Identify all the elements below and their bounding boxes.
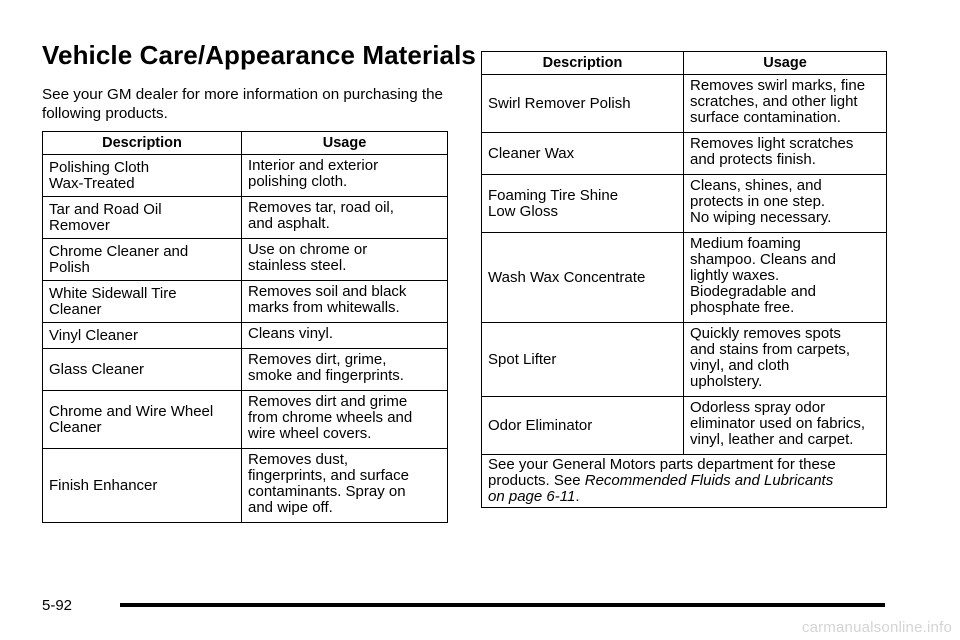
intro-text: See your GM dealer for more information on purchasing the following products. <box>42 86 443 122</box>
product-description: Cleaner Wax <box>482 133 684 175</box>
footer-rule <box>120 603 885 607</box>
table-row <box>482 75 887 133</box>
product-description: Polishing Cloth Wax-Treated <box>43 155 242 197</box>
product-usage: Removes light scratches and protects finish. <box>684 133 887 175</box>
products-table-left <box>42 131 448 523</box>
table-row <box>43 449 448 523</box>
table-row <box>482 133 887 175</box>
note-cross-reference: Recommended Fluids and Lubricants on page 6-11 <box>488 472 834 505</box>
table-row <box>43 349 448 391</box>
product-usage: Odorless spray odor eliminator used on fabrics, vinyl, leather and carpet. <box>684 397 887 455</box>
product-usage: Quickly removes spots and stains from carpets, vinyl, and cloth upholstery. <box>684 323 887 397</box>
product-description: Swirl Remover Polish <box>482 75 684 133</box>
watermark: carmanualsonline.info <box>801 619 952 636</box>
product-description: Wash Wax Concentrate <box>482 233 684 323</box>
table-row <box>43 155 448 197</box>
table-note-row <box>482 455 887 508</box>
table-row <box>43 323 448 349</box>
table-header-row <box>43 132 448 155</box>
header-usage: Usage <box>684 52 887 75</box>
product-usage: Removes dirt and grime from chrome wheels and wire wheel covers. <box>242 391 448 449</box>
products-table-right <box>481 51 887 508</box>
product-usage: Removes tar, road oil, and asphalt. <box>242 197 448 239</box>
product-description: Odor Eliminator <box>482 397 684 455</box>
table-row <box>43 391 448 449</box>
page-title: Vehicle Care/Appearance Materials <box>42 40 476 70</box>
table-header-row <box>482 52 887 75</box>
product-description: Foaming Tire Shine Low Gloss <box>482 175 684 233</box>
table-row <box>43 281 448 323</box>
product-usage: Removes soil and black marks from whitewalls. <box>242 281 448 323</box>
table-row <box>482 233 887 323</box>
table-row <box>482 323 887 397</box>
product-usage: Interior and exterior polishing cloth. <box>242 155 448 197</box>
product-usage: Removes swirl marks, fine scratches, and other light surface contamination. <box>684 75 887 133</box>
product-description: Spot Lifter <box>482 323 684 397</box>
note-suffix: . <box>575 488 580 505</box>
header-usage: Usage <box>242 132 448 155</box>
table-row <box>482 397 887 455</box>
product-description: Tar and Road Oil Remover <box>43 197 242 239</box>
table-row <box>43 197 448 239</box>
header-description: Description <box>43 132 242 155</box>
product-description: Chrome and Wire Wheel Cleaner <box>43 391 242 449</box>
product-usage: Use on chrome or stainless steel. <box>242 239 448 281</box>
product-description: Glass Cleaner <box>43 349 242 391</box>
product-description: Chrome Cleaner and Polish <box>43 239 242 281</box>
product-usage: Cleans, shines, and protects in one step. No wiping necessary. <box>684 175 887 233</box>
product-usage: Removes dust, fingerprints, and surface contaminants. Spray on and wipe off. <box>242 449 448 523</box>
page-number: 5-92 <box>42 597 73 614</box>
product-description: White Sidewall Tire Cleaner <box>43 281 242 323</box>
header-description: Description <box>482 52 684 75</box>
table-row <box>43 239 448 281</box>
product-usage: Cleans vinyl. <box>242 323 448 349</box>
product-description: Finish Enhancer <box>43 449 242 523</box>
note-text: See your General Motors parts department for these products. See <box>488 456 836 489</box>
table-row <box>482 175 887 233</box>
product-description: Vinyl Cleaner <box>43 323 242 349</box>
product-usage: Medium foaming shampoo. Cleans and lightly waxes. Biodegradable and phosphate free. <box>684 233 887 323</box>
table-note <box>482 455 887 508</box>
product-usage: Removes dirt, grime, smoke and fingerprints. <box>242 349 448 391</box>
